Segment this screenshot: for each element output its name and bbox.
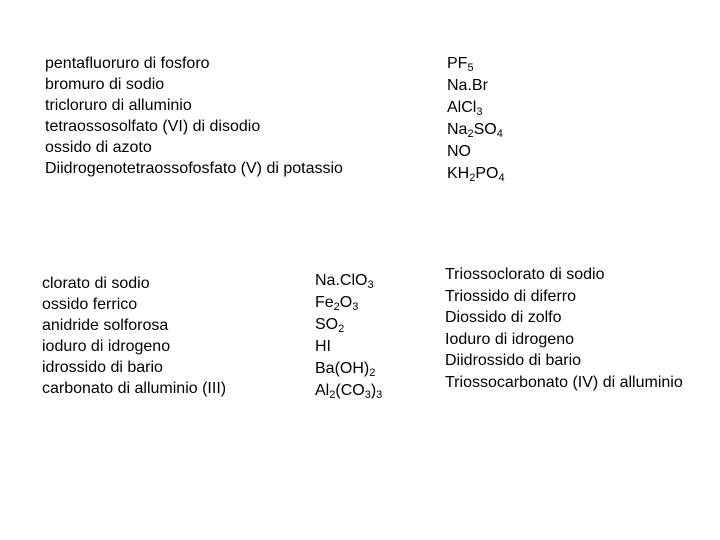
compound-name: clorato di sodio [42,275,150,292]
compound-name: bromuro di sodio [45,76,165,93]
chemical-formula: HI [315,338,331,355]
iupac-name: Triossoclorato di sodio [445,266,605,283]
compound-name: anidride solforosa [42,317,169,334]
chemical-formula: $Fe_2O_3$ [315,294,359,313]
chemical-formula: Na.Br [447,77,488,94]
compound-name: ioduro di idrogeno [42,338,171,355]
chemical-formula: $Na_2SO_4$ [447,121,503,140]
iupac-name: Ioduro di idrogeno [445,330,574,348]
bottom-compound-names-list [42,273,226,399]
compound-name: pentafluoruro di fosforo [45,55,210,72]
chemical-formula: $PF_5$ [447,55,474,74]
iupac-name: Triossido di diferro [445,287,577,305]
chemical-formula: AlCl$_3$ [447,99,483,118]
compound-name: Diidrogenotetraossofosfato (V) di potassio [45,160,343,177]
chemical-formula: $Ba(OH)_2$ [315,360,376,379]
compound-name: idrossido di bario [42,359,163,376]
top-formulas-list [447,53,505,185]
chemical-formula: $SO_2$ [315,316,345,335]
compound-name: tetraossosolfato (VI) di disodio [45,118,261,135]
chemical-formula: $Al_2(CO_3)_3$ [315,382,383,401]
iupac-name: Diossido di zolfo [445,309,562,326]
chemical-formula: Na.ClO$_3$ [315,272,374,291]
bottom-iupac-names-list [445,264,683,393]
compound-name: tricloruro di alluminio [45,97,192,114]
bottom-formulas-list [315,270,382,402]
top-compound-names-list [45,53,343,179]
iupac-name: Triossocarbonato (IV) di alluminio [445,373,683,391]
compound-name: ossido di azoto [45,139,152,156]
chemical-formula: $KH_2PO_4$ [447,165,505,184]
compound-name: ossido ferrico [42,296,138,313]
compound-name: carbonato di alluminio (III) [42,380,227,397]
iupac-name: Diidrossido di bario [445,352,582,369]
chemical-formula: NO [447,143,471,160]
